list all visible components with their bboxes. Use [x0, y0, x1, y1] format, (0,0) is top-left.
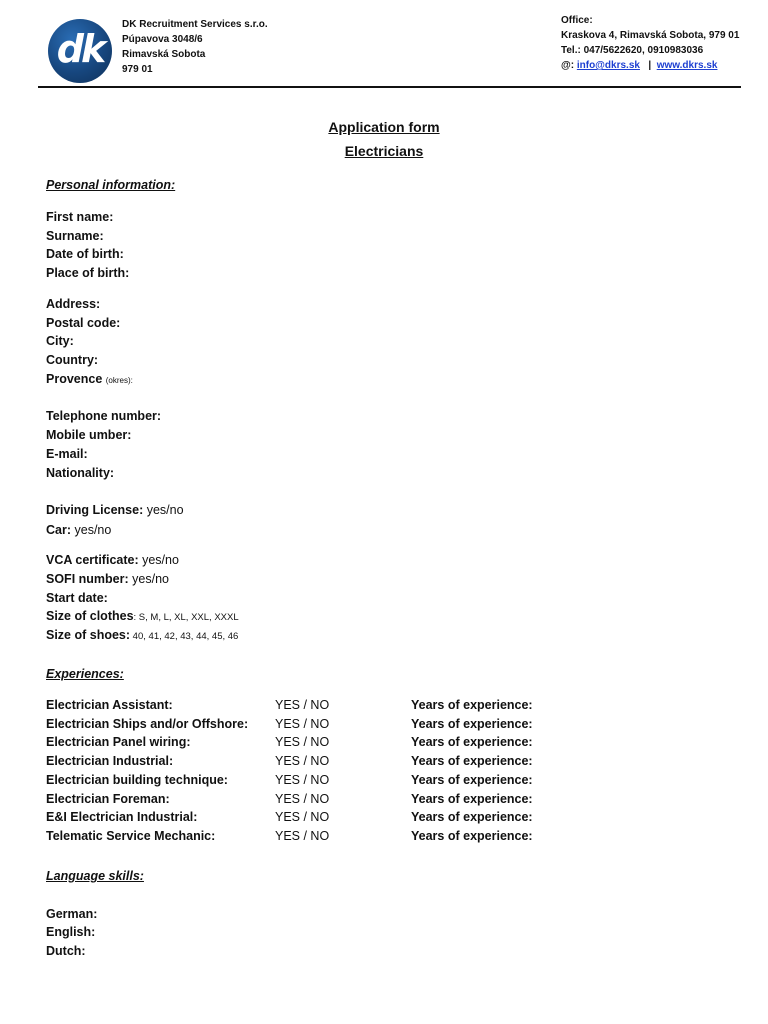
- company-name: DK Recruitment Services s.r.o.: [122, 19, 268, 30]
- experience-label: Electrician building technique:: [46, 773, 228, 787]
- sofi-value: yes/no: [132, 572, 169, 586]
- experience-label: Electrician Assistant:: [46, 698, 173, 712]
- driving-value: yes/no: [146, 503, 184, 517]
- field-country: Country:: [46, 353, 99, 367]
- office-address: Kraskova 4, Rimavská Sobota, 979 01: [561, 30, 740, 41]
- field-car: [46, 523, 111, 537]
- email-prefix: @:: [561, 60, 577, 71]
- experience-years: Years of experience:: [411, 773, 533, 787]
- field-province: [46, 372, 133, 386]
- experience-choice: YES / NO: [275, 754, 330, 768]
- field-german: German:: [46, 907, 98, 921]
- car-value: yes/no: [74, 523, 112, 537]
- sofi-label: SOFI number:: [46, 572, 129, 586]
- company-zip: 979 01: [122, 64, 153, 75]
- car-label: Car:: [46, 523, 72, 537]
- field-city: City:: [46, 334, 74, 348]
- shoes-value: 40, 41, 42, 43, 44, 45, 46: [130, 631, 239, 642]
- driving-label: Driving License:: [46, 503, 144, 517]
- field-email: E-mail:: [46, 447, 88, 461]
- section-heading-languages: Language skills:: [46, 869, 144, 883]
- field-vca: [46, 553, 179, 567]
- field-mobile: Mobile umber:: [46, 428, 132, 442]
- experience-choice: YES / NO: [275, 698, 330, 712]
- website-link[interactable]: www.dkrs.sk: [656, 60, 718, 71]
- experience-label: Electrician Industrial:: [46, 754, 174, 768]
- field-english: English:: [46, 925, 96, 939]
- clothes-label: Size of clothes: [46, 609, 134, 623]
- province-label: Provence: [46, 372, 103, 386]
- experience-label: E&I Electrician Industrial:: [46, 810, 198, 824]
- experience-label: Electrician Panel wiring:: [46, 735, 191, 749]
- office-contacts: [561, 58, 739, 73]
- experience-choice: YES / NO: [275, 810, 330, 824]
- clothes-value: : S, M, L, XL, XXL, XXXL: [133, 612, 239, 623]
- office-block: [561, 13, 739, 73]
- field-dutch: Dutch:: [46, 944, 86, 958]
- experience-years: Years of experience:: [411, 810, 533, 824]
- field-telephone: Telephone number:: [46, 409, 162, 423]
- field-start-date: Start date:: [46, 591, 108, 605]
- experience-choice: YES / NO: [275, 735, 330, 749]
- company-address-block: [122, 17, 268, 77]
- experience-label: Electrician Ships and/or Offshore:: [46, 717, 249, 731]
- header-divider: [38, 86, 741, 88]
- experience-years: Years of experience:: [411, 698, 533, 712]
- email-link[interactable]: info@dkrs.sk: [576, 60, 640, 71]
- experience-choice: YES / NO: [275, 829, 330, 843]
- company-city: Rimavská Sobota: [122, 49, 206, 60]
- province-note: (okres): [105, 376, 131, 385]
- field-driving-license: [46, 503, 184, 517]
- office-tel: Tel.: 047/5622620, 0910983036: [561, 45, 704, 56]
- office-label: Office:: [561, 15, 593, 26]
- shoes-label: Size of shoes:: [46, 628, 131, 642]
- field-place-of-birth: Place of birth:: [46, 266, 130, 280]
- experience-label: Electrician Foreman:: [46, 792, 170, 806]
- form-subtitle: Electricians: [344, 143, 424, 159]
- company-logo: [48, 19, 112, 83]
- vca-value: yes/no: [142, 553, 179, 567]
- field-date-of-birth: Date of birth:: [46, 247, 124, 261]
- experience-label: Telematic Service Mechanic:: [46, 829, 216, 843]
- experience-years: Years of experience:: [411, 829, 533, 843]
- vca-label: VCA certificate:: [46, 553, 139, 567]
- field-size-of-shoes: [46, 628, 238, 642]
- form-title: Application form: [328, 119, 440, 135]
- experience-years: Years of experience:: [411, 717, 533, 731]
- province-colon: :: [130, 376, 133, 385]
- experience-years: Years of experience:: [411, 792, 533, 806]
- section-heading-personal: Personal information:: [46, 178, 176, 192]
- contact-separator: |: [648, 60, 652, 71]
- experience-years: Years of experience:: [411, 735, 533, 749]
- field-sofi: [46, 572, 169, 586]
- field-nationality: Nationality:: [46, 466, 115, 480]
- field-surname: Surname:: [46, 229, 104, 243]
- section-heading-experiences: Experiences:: [46, 667, 124, 681]
- experience-choice: YES / NO: [275, 717, 330, 731]
- field-postal-code: Postal code:: [46, 316, 121, 330]
- field-size-of-clothes: [46, 609, 239, 623]
- logo-text: dk: [56, 27, 104, 71]
- experience-choice: YES / NO: [275, 773, 330, 787]
- company-street: Púpavova 3048/6: [122, 34, 203, 45]
- field-first-name: First name:: [46, 210, 114, 224]
- experience-years: Years of experience:: [411, 754, 533, 768]
- field-address: Address:: [46, 297, 101, 311]
- experience-choice: YES / NO: [275, 792, 330, 806]
